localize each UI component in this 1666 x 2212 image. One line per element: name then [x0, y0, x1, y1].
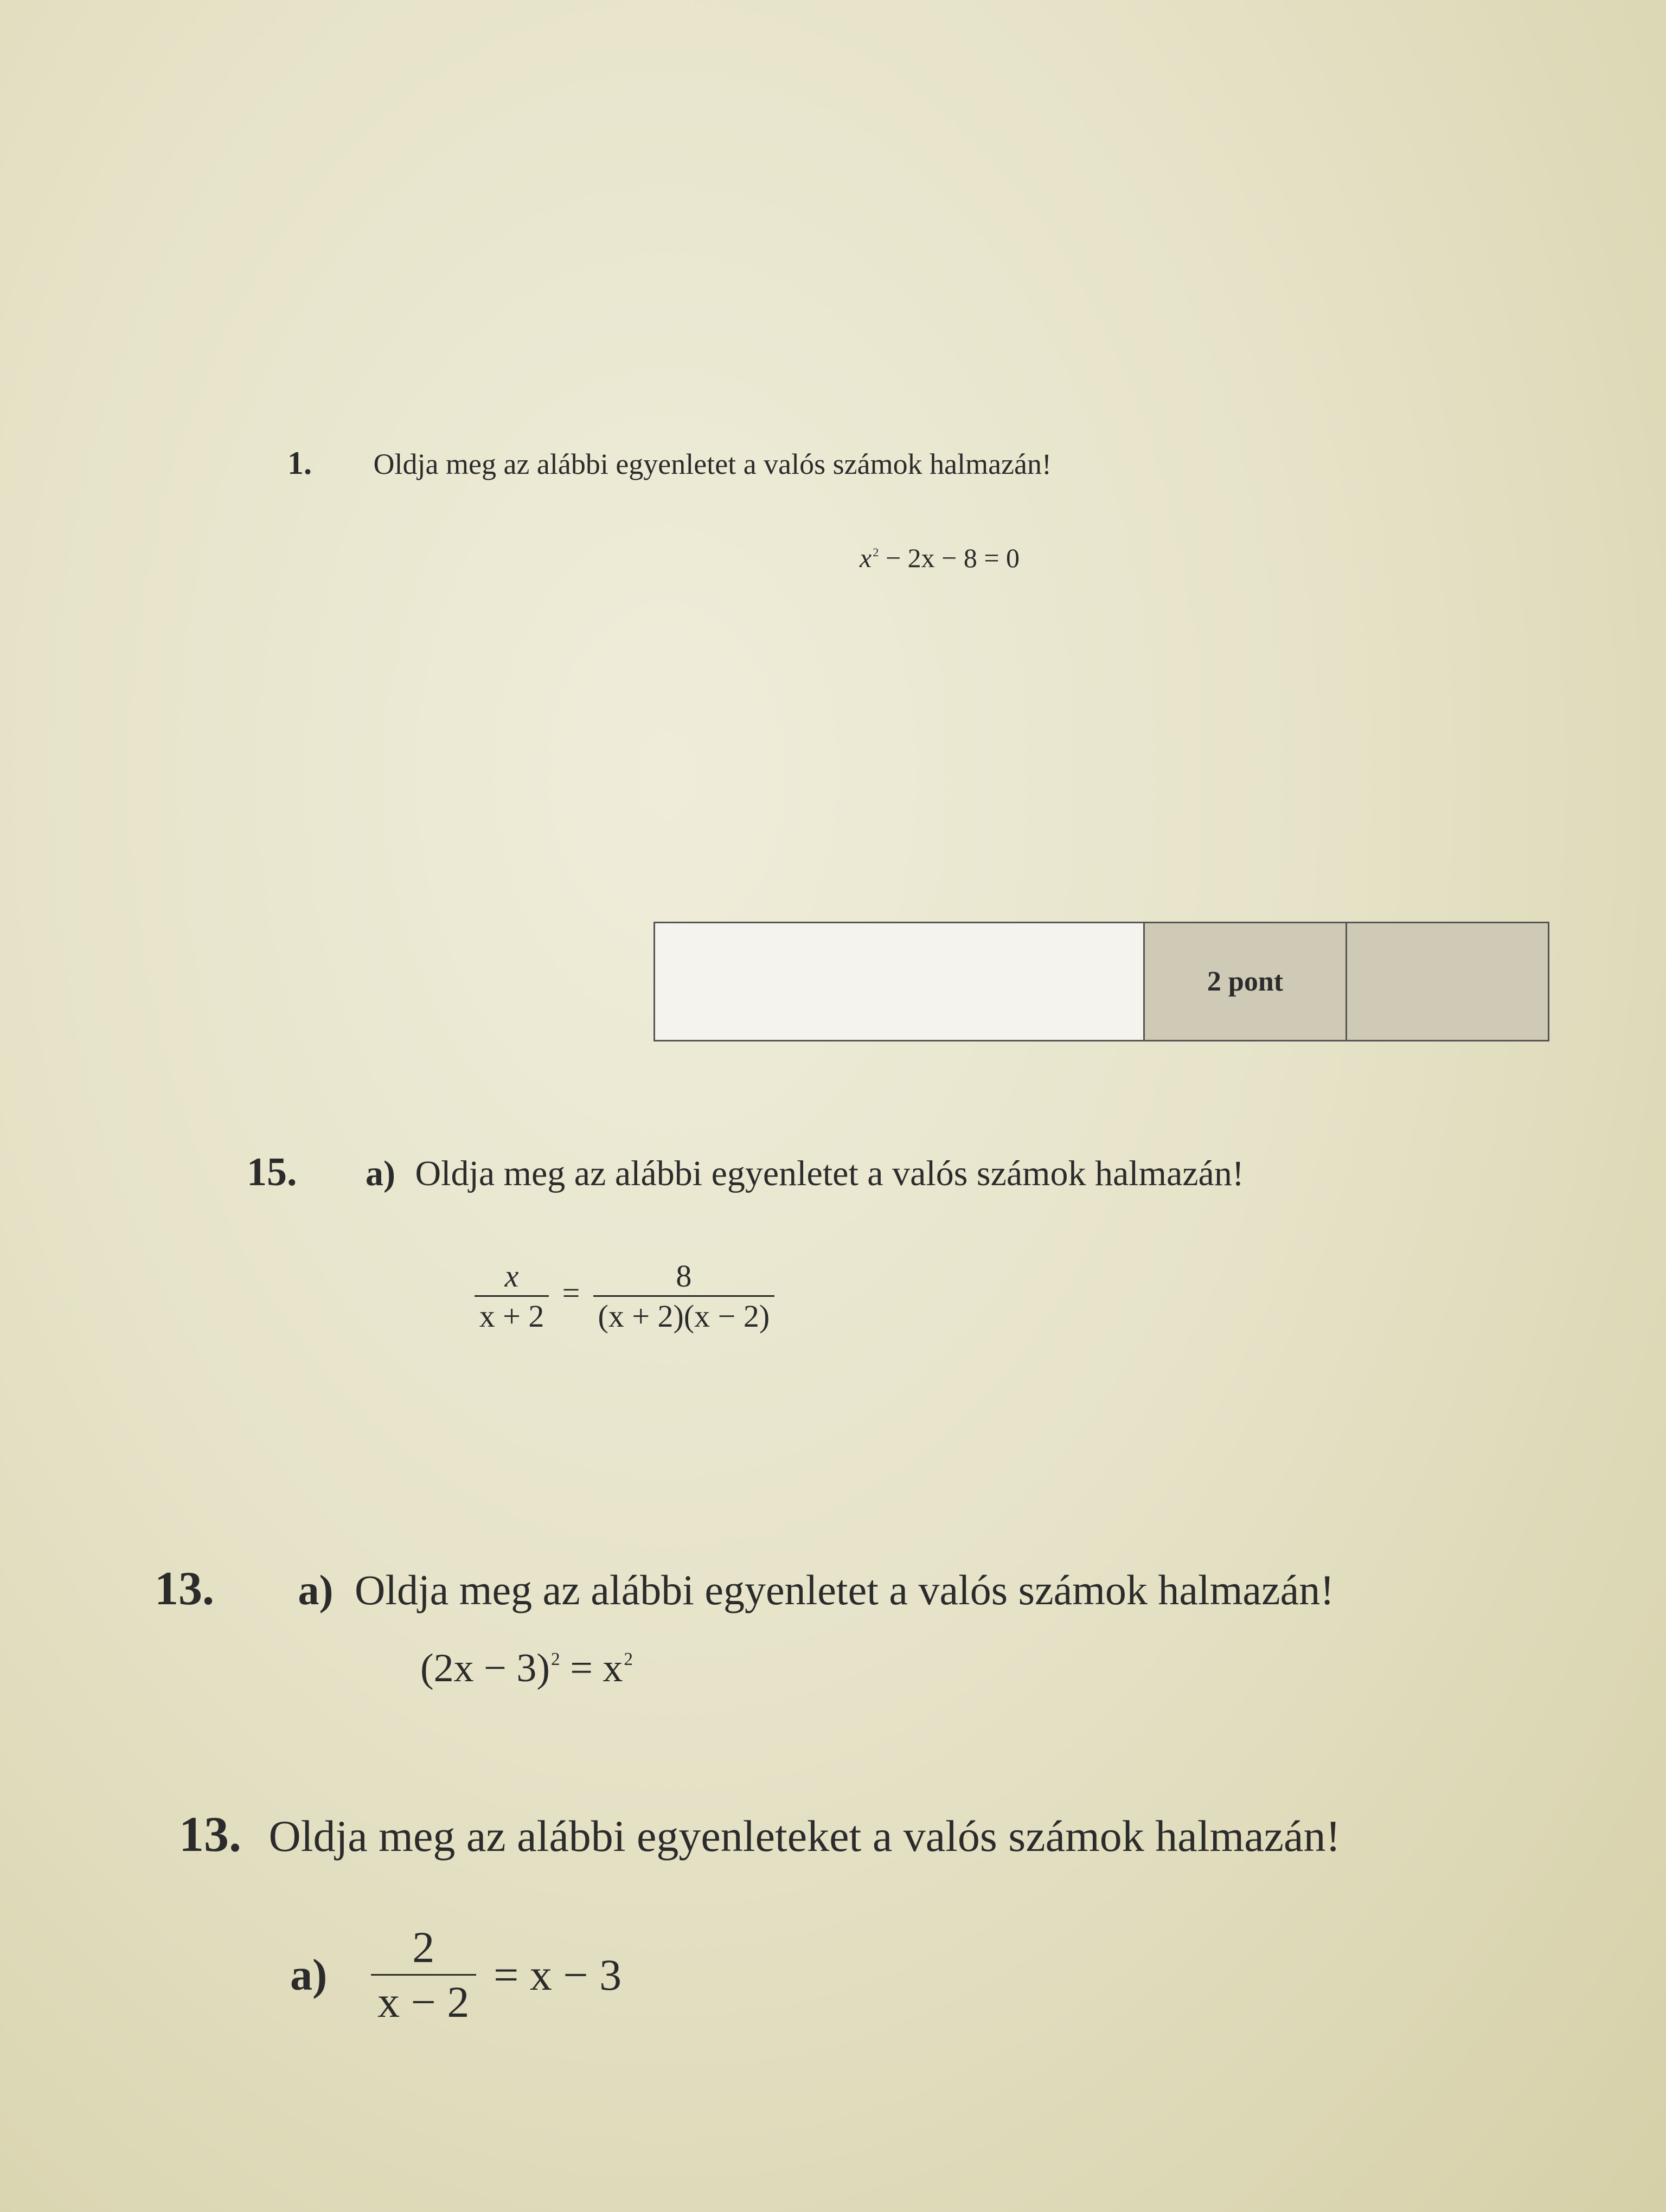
- problem-13-first: [155, 1561, 1334, 1616]
- problem-prompt: Oldja meg az alábbi egyenletet a valós számok halmazán!: [373, 448, 1052, 480]
- score-box: [653, 922, 1549, 1041]
- problem-prompt: Oldja meg az alábbi egyenleteket a valós számok halmazán!: [268, 1811, 1341, 1861]
- equation-rational: [475, 1258, 774, 1334]
- fraction-right: [593, 1258, 774, 1334]
- problem-number: 1.: [287, 445, 312, 481]
- numerator: 8: [676, 1258, 692, 1294]
- eq-exponent: 2: [551, 1649, 560, 1670]
- eq-rest: = x − 3: [494, 1950, 622, 1999]
- score-entry-cell[interactable]: [1347, 923, 1549, 1041]
- denominator: x − 2: [377, 1977, 470, 2027]
- eq-exponent: 2: [873, 545, 879, 559]
- problem-number: 13.: [179, 1806, 241, 1862]
- problem-15: [247, 1149, 1244, 1195]
- eq-middle: = x: [560, 1646, 623, 1690]
- problem-number: 15.: [247, 1150, 297, 1194]
- fraction-bar: [371, 1974, 476, 1976]
- fraction: [371, 1922, 476, 2028]
- denominator: (x + 2)(x − 2): [598, 1298, 770, 1334]
- score-points-cell: [1144, 923, 1347, 1041]
- fraction-bar: [475, 1295, 549, 1297]
- equals-sign: =: [562, 1275, 580, 1310]
- points-label: 2 pont: [1207, 966, 1284, 997]
- part-label: a): [298, 1566, 334, 1613]
- equation-13a: [290, 1922, 621, 2028]
- eq-base: (2x − 3): [420, 1646, 550, 1690]
- fraction-left: [475, 1258, 549, 1334]
- problem-prompt: Oldja meg az alábbi egyenletet a valós számok halmazán!: [415, 1154, 1244, 1193]
- part-label: a): [290, 1950, 328, 1999]
- eq-exponent-2: 2: [624, 1649, 633, 1670]
- score-blank-cell: [655, 923, 1144, 1041]
- numerator: 2: [412, 1922, 435, 1972]
- fraction-bar: [593, 1295, 774, 1297]
- part-label: a): [366, 1154, 395, 1193]
- eq-rest: − 2x − 8 = 0: [879, 543, 1020, 573]
- problem-13-second: [179, 1805, 1341, 1863]
- eq-base: x: [860, 543, 872, 573]
- problem-prompt: Oldja meg az alábbi egyenletet a valós számok halmazán!: [354, 1566, 1335, 1613]
- equation-square: [420, 1645, 633, 1692]
- problem-1: [287, 445, 1052, 482]
- problem-number: 13.: [155, 1562, 214, 1615]
- denominator: x + 2: [479, 1298, 544, 1334]
- numerator: x: [504, 1258, 519, 1294]
- equation-quadratic: [860, 542, 1020, 574]
